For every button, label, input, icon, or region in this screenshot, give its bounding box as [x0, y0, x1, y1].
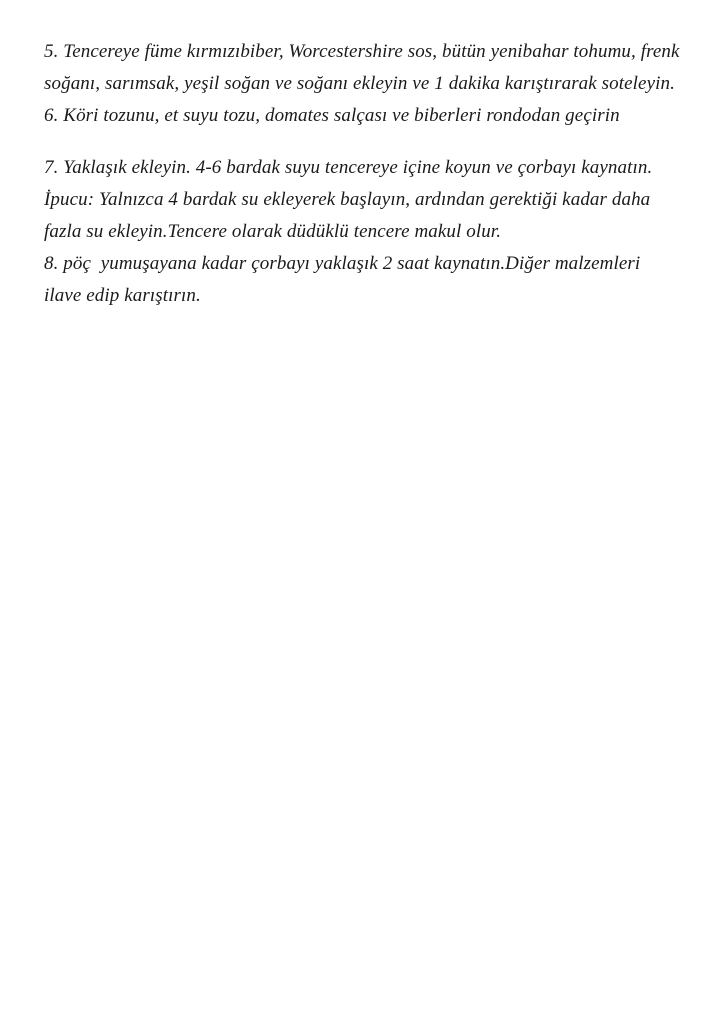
- recipe-step-6: 6. Köri tozunu, et suyu tozu, domates salçası ve biberleri rondodan geçirin: [44, 105, 620, 126]
- recipe-step-7: 7. Yaklaşık ekleyin. 4-6 bardak suyu tencereye içine koyun ve çorbayı kaynatın. İpucu: Yalnızca 4 bardak su ekleyerek başlayın, ardından gerektiği kadar daha fazla su ekleyin.Tencere olarak düdüklü tencere makul olur.: [44, 157, 658, 242]
- recipe-step-8: 8. pöç yumuşayana kadar çorbayı yaklaşık 2 saat kaynatın.Diğer malzemleri ilave edip karıştırın.: [44, 253, 646, 306]
- recipe-step-5: 5. Tencereye füme kırmızıbiber, Worcestershire sos, bütün yenibahar tohumu, frenk soğanı, sarımsak, yeşil soğan ve soğanı ekleyin ve 1 dakika karıştırarak soteleyin.: [44, 41, 685, 94]
- recipe-instructions: [44, 36, 685, 312]
